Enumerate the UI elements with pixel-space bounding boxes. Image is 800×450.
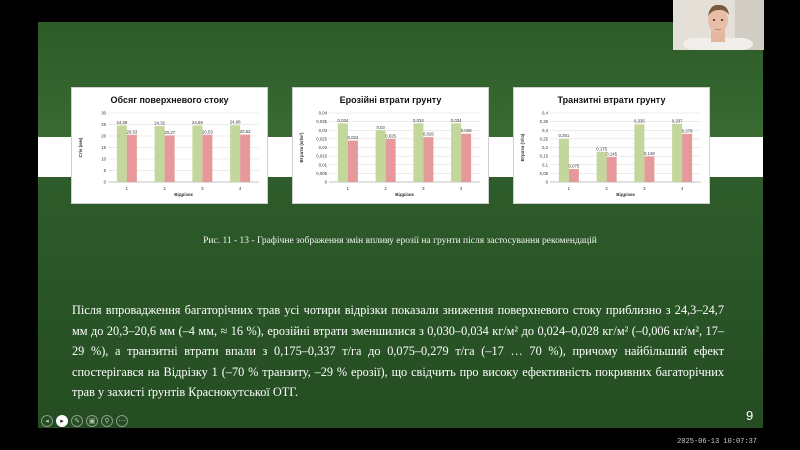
zoom-icon[interactable]: ⚲ xyxy=(101,415,113,427)
data-label: 0,175 xyxy=(596,146,608,152)
webcam-feed xyxy=(673,0,764,50)
y-tick-label: 5 xyxy=(103,168,106,173)
chart-transit-loss-svg xyxy=(514,88,709,203)
y-tick-label: 0,035 xyxy=(316,119,327,125)
y-tick-label: 0,1 xyxy=(542,162,548,168)
bar-series-2 xyxy=(423,137,433,182)
x-tick-label: 2 xyxy=(163,186,166,191)
bar-series-1 xyxy=(376,130,386,182)
data-label: 24,59 xyxy=(116,119,128,125)
data-label: 20,62 xyxy=(239,129,251,135)
bar-series-2 xyxy=(682,134,692,182)
slide-number: 9 xyxy=(746,408,754,423)
data-label: 20,53 xyxy=(201,129,213,135)
data-label: 0,145 xyxy=(606,151,618,157)
bar-series-1 xyxy=(634,124,644,182)
y-tick-label: 10 xyxy=(101,156,106,162)
y-tick-label: 0 xyxy=(545,179,548,185)
chart-title: Обсяг поверхневого стоку xyxy=(110,95,229,105)
data-label: 24,32 xyxy=(154,120,166,126)
data-label: 0,028 xyxy=(460,128,472,134)
y-tick-label: 30 xyxy=(101,110,106,116)
x-tick-label: 3 xyxy=(643,186,646,191)
bar-series-2 xyxy=(240,135,250,182)
data-label: 0,025 xyxy=(385,133,397,139)
data-label: 24,68 xyxy=(229,119,241,125)
x-tick-label: 1 xyxy=(567,186,571,191)
y-tick-label: 0,15 xyxy=(539,153,548,159)
data-label: 0,034 xyxy=(337,117,349,123)
data-label: 0,337 xyxy=(671,118,683,124)
bar-series-1 xyxy=(338,123,348,182)
y-tick-label: 0,015 xyxy=(316,153,327,159)
data-label: 0,024 xyxy=(347,135,359,141)
data-label: 0,03 xyxy=(376,124,385,130)
y-tick-label: 0,03 xyxy=(318,127,327,133)
chart-erosion-loss-svg xyxy=(293,88,488,203)
y-tick-label: 0,05 xyxy=(539,170,548,176)
chart-transit-loss xyxy=(513,87,710,204)
y-tick-label: 0 xyxy=(324,179,327,185)
bar-series-2 xyxy=(127,135,137,182)
chart-surface-runoff-svg xyxy=(72,88,267,203)
y-tick-label: 0,02 xyxy=(318,145,327,150)
y-tick-label: 20 xyxy=(101,133,106,139)
chart-surface-runoff xyxy=(71,87,268,204)
data-label: 0,335 xyxy=(633,118,645,124)
data-label: 0,034 xyxy=(450,117,462,123)
pen-icon[interactable]: ✎ xyxy=(71,415,83,427)
slide-body-text: Після впровадження багаторічних трав усі чотири відрізки показали зниження поверхневого стоку приблизно з 24,3–24,7 мм до 20,3–20,6 мм (–4 мм, ≈ 16 %), ерозійні втрати зменшилися з 0,030–0,034 кг/м² до 0,024–0,028 кг/м² (–0,006 кг/м², 17–29 %), а транзитні втрати впали з 0,175–0,337 т/га до 0,075–0,279 т/га (–17 … 70 %), причому найбільший ефект спостерігався на Відрізку 1 (–70 % транзиту, –29 % ерозії), що свідчить про високу ефективність покривних багаторічних трав у захисті ґрунтів Краснокутської ОТГ. xyxy=(72,303,724,399)
y-tick-label: 0,01 xyxy=(318,162,327,168)
prev-icon[interactable]: ◂ xyxy=(41,415,53,427)
x-tick-label: 4 xyxy=(238,186,242,191)
bar-series-1 xyxy=(155,126,165,182)
x-tick-label: 3 xyxy=(422,186,425,191)
bar-series-2 xyxy=(644,156,654,182)
data-label: 0,075 xyxy=(568,163,580,169)
y-tick-label: 25 xyxy=(101,122,106,127)
y-tick-label: 0,35 xyxy=(539,119,548,125)
x-tick-label: 2 xyxy=(384,186,387,191)
data-label: 0,251 xyxy=(558,133,570,139)
x-tick-label: 3 xyxy=(201,186,204,191)
data-label: 0,279 xyxy=(681,128,693,134)
data-label: 0,148 xyxy=(643,150,655,156)
bar-series-1 xyxy=(672,124,682,182)
y-tick-label: 0,4 xyxy=(542,110,548,116)
bar-series-1 xyxy=(597,152,607,182)
webcam-person-image xyxy=(673,0,764,50)
bar-series-2 xyxy=(607,157,617,182)
x-tick-label: 4 xyxy=(680,186,684,191)
y-tick-label: 0,2 xyxy=(542,145,548,150)
bar-series-2 xyxy=(461,134,471,182)
data-label: 20,53 xyxy=(126,129,138,135)
more-icon[interactable]: ⋯ xyxy=(116,415,128,427)
data-label: 24,59 xyxy=(191,119,203,125)
bar-series-2 xyxy=(386,139,396,182)
x-tick-label: 2 xyxy=(605,186,608,191)
bar-series-1 xyxy=(559,139,569,182)
data-label: 0,034 xyxy=(412,117,424,123)
x-axis-title: Відрізок xyxy=(174,192,193,197)
x-tick-label: 1 xyxy=(125,186,129,191)
bar-series-2 xyxy=(348,141,358,182)
y-tick-label: 0,005 xyxy=(316,170,327,176)
y-axis-title: Втрати (т/га) xyxy=(520,133,525,162)
x-tick-label: 4 xyxy=(459,186,463,191)
presenter-toolbar xyxy=(41,413,128,429)
bar-series-1 xyxy=(451,123,461,182)
data-label: 20,27 xyxy=(164,129,176,135)
bar-series-1 xyxy=(192,125,202,182)
y-tick-label: 15 xyxy=(101,145,106,150)
bar-series-2 xyxy=(569,169,579,182)
y-tick-label: 0 xyxy=(103,179,106,185)
chart-title: Ерозійні втрати грунту xyxy=(339,95,442,105)
figure-caption: Рис. 11 - 13 - Графічне зображення змін впливу ерозії на грунти після застосування рекомендацій xyxy=(203,236,597,246)
x-axis-title: Відрізок xyxy=(395,192,414,197)
slides-icon[interactable]: ▣ xyxy=(86,415,98,427)
chart-erosion-loss xyxy=(292,87,489,204)
y-tick-label: 0,04 xyxy=(318,110,327,116)
chart-title: Транзитні втрати грунту xyxy=(557,95,666,105)
bar-series-1 xyxy=(117,125,127,182)
y-axis-title: Втрати (кг/м²) xyxy=(299,132,304,163)
x-tick-label: 1 xyxy=(346,186,350,191)
timestamp: 2025-06-13 10:07:37 xyxy=(677,438,757,446)
bar-series-2 xyxy=(165,135,175,182)
bar-series-1 xyxy=(230,125,240,182)
data-label: 0,026 xyxy=(422,131,434,137)
y-tick-label: 0,025 xyxy=(316,136,327,142)
x-axis-title: Відрізок xyxy=(616,192,635,197)
play-icon[interactable]: ▸ xyxy=(56,415,68,427)
bar-series-2 xyxy=(202,135,212,182)
y-tick-label: 0,25 xyxy=(539,136,548,142)
y-axis-title: Стік (мм) xyxy=(78,137,83,158)
bar-series-1 xyxy=(413,123,423,182)
y-tick-label: 0,3 xyxy=(542,127,548,133)
